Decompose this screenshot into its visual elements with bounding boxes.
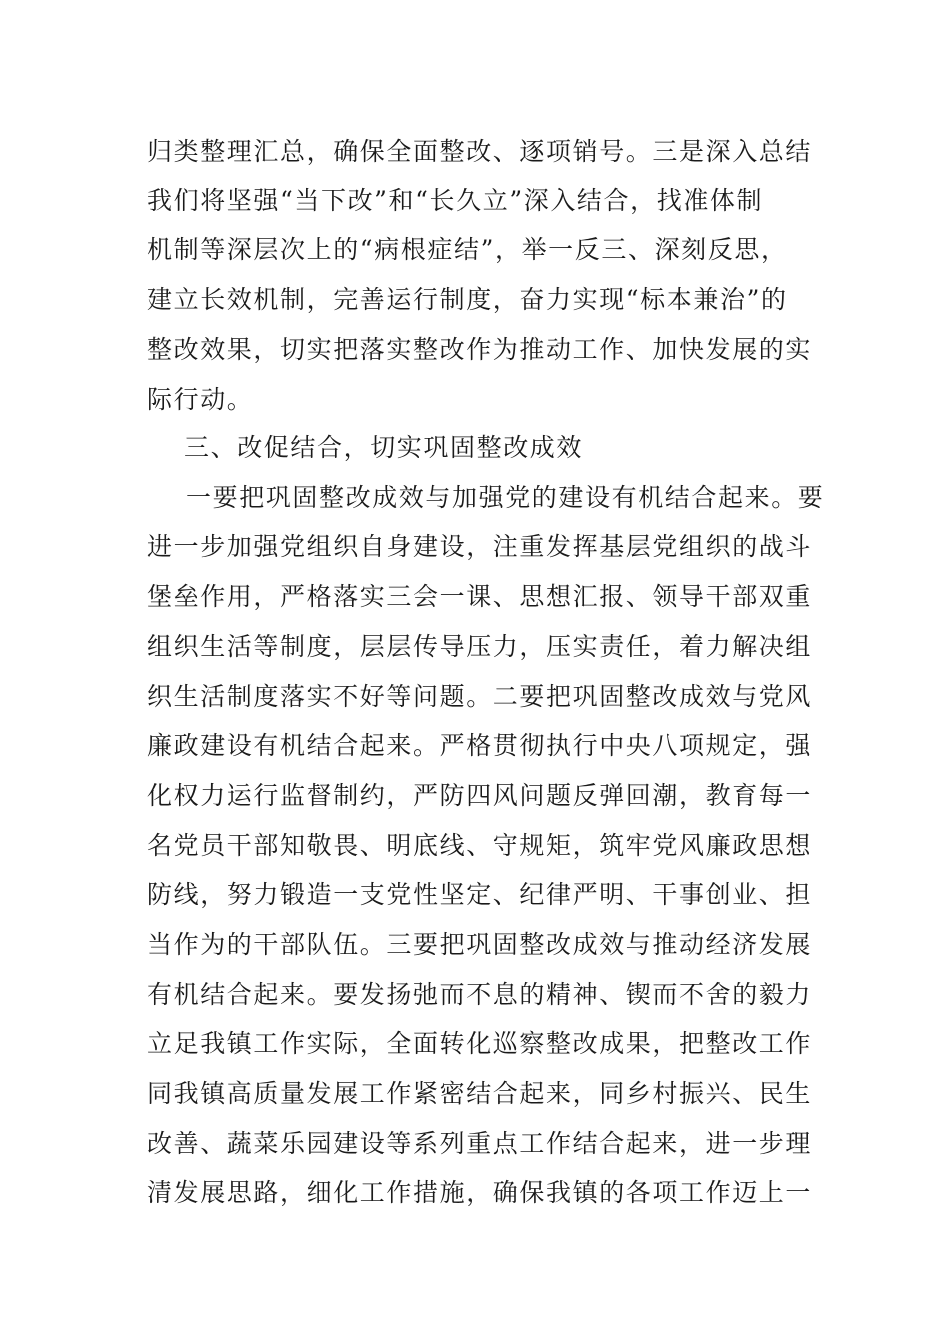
paragraph-line: 改善、蔬菜乐园建设等系列重点工作结合起来，进一步理 — [147, 1129, 813, 1158]
paragraph-line: 组织生活等制度，层层传导压力，压实责任，着力解决组 — [147, 632, 813, 661]
paragraph-line: 建立长效机制，完善运行制度，奋力实现“标本兼治”的 — [147, 285, 788, 314]
paragraph-line: 清发展思路，细化工作措施，确保我镇的各项工作迈上一 — [147, 1178, 813, 1207]
paragraph-line: 堡垒作用，严格落实三会一课、思想汇报、领导干部双重 — [147, 582, 813, 611]
paragraph-line: 织生活制度落实不好等问题。二要把巩固整改成效与党风 — [147, 682, 813, 711]
paragraph-line: 际行动。 — [147, 385, 254, 414]
paragraph-line: 廉政建设有机结合起来。严格贯彻执行中央八项规定，强 — [147, 731, 813, 760]
paragraph-line: 名党员干部知敬畏、明底线、守规矩，筑牢党风廉政思想 — [147, 831, 813, 860]
paragraph-line: 进一步加强党组织自身建设，注重发挥基层党组织的战斗 — [147, 532, 813, 561]
paragraph-line: 防线，努力锻造一支党性坚定、纪律严明、干事创业、担 — [147, 880, 813, 909]
section-heading: 三、改促结合，切实巩固整改成效 — [184, 433, 584, 462]
paragraph-line: 化权力运行监督制约，严防四风问题反弹回潮，教育每一 — [147, 781, 813, 810]
paragraph-line: 当作为的干部队伍。三要把巩固整改成效与推动经济发展 — [147, 930, 813, 959]
paragraph-line: 我们将坚强“当下改”和“长久立”深入结合，找准体制 — [147, 186, 764, 215]
paragraph-line: 归类整理汇总，确保全面整改、逐项销号。三是深入总结 — [147, 137, 813, 166]
paragraph-line: 立足我镇工作实际，全面转化巡察整改成果，把整改工作 — [147, 1029, 813, 1058]
paragraph-line: 同我镇高质量发展工作紧密结合起来，同乡村振兴、民生 — [147, 1079, 813, 1108]
paragraph-line: 机制等深层次上的“病根症结”，举一反三、深刻反思， — [147, 235, 788, 264]
paragraph-line: 有机结合起来。要发扬弛而不息的精神、锲而不舍的毅力 — [147, 980, 813, 1009]
paragraph-line: 整改效果，切实把落实整改作为推动工作、加快发展的实 — [147, 335, 813, 364]
paragraph-line: 一要把巩固整改成效与加强党的建设有机结合起来。要 — [186, 483, 825, 512]
